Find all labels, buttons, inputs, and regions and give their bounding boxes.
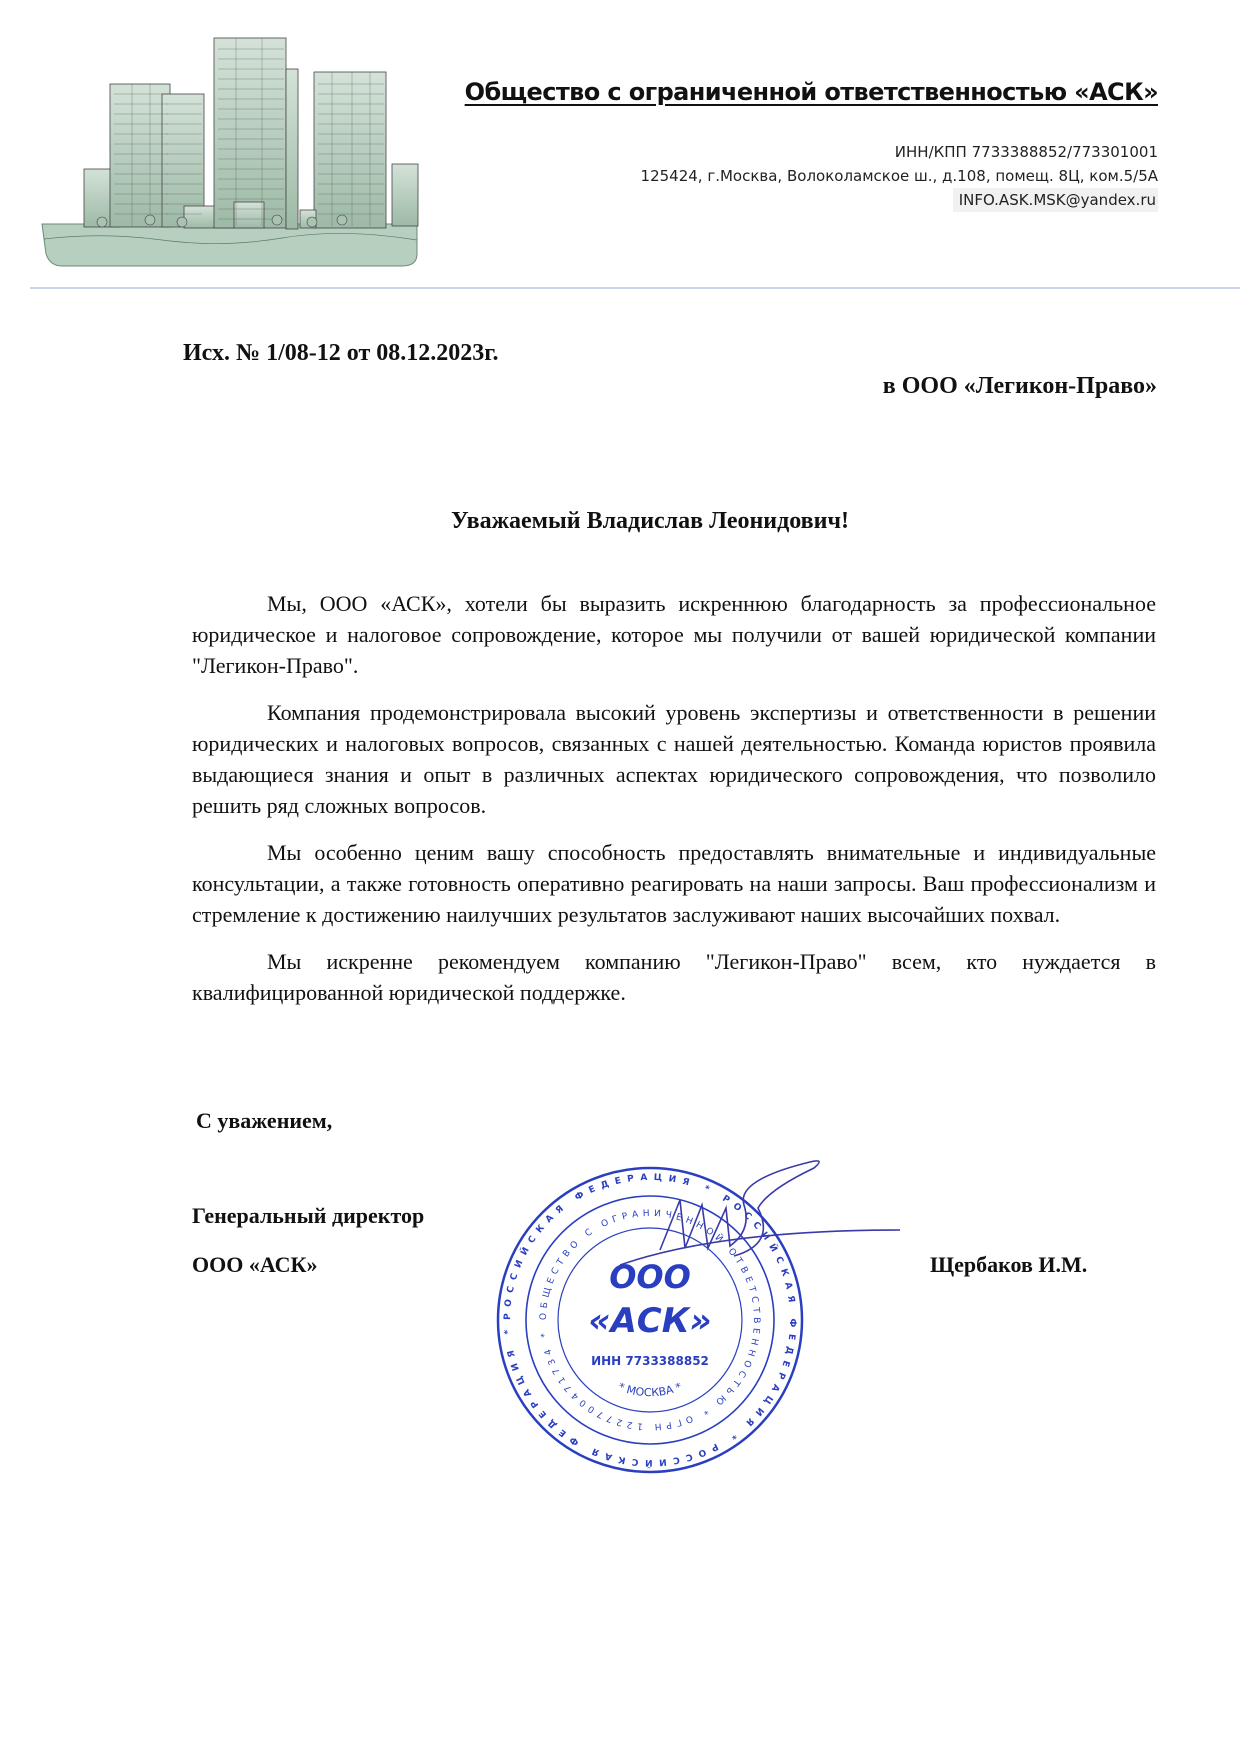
outgoing-reference: Исх. № 1/08-12 от 08.12.2023г. <box>183 340 499 366</box>
paragraph-1: Мы, ООО «АСК», хотели бы выразить искреннюю благодарность за профессиональное юридическое и налоговое сопровождение, которое мы получили от вашей юридической компании "Легикон-Право". <box>192 591 1156 678</box>
signer-name: Щербаков И.М. <box>930 1252 1088 1277</box>
stamp-inn: ИНН 7733388852 <box>591 1354 709 1368</box>
stamp-city: * МОСКВА * <box>616 1380 684 1400</box>
signature <box>600 1160 900 1270</box>
recipient: в ООО «Легикон-Право» <box>882 373 1157 399</box>
paragraph-4: Мы искренне рекомендуем компанию "Легикон-Право" всем, кто нуждается в квалифицированной юридической поддержке. <box>192 949 1156 1005</box>
signer-position: Генеральный директор <box>192 1203 425 1228</box>
stamp-outer-ring-text: РОССИЙСКАЯ ФЕДЕРАЦИЯ * РОССИЙСКАЯ ФЕДЕРАЦИЯ * РОССИЙСКАЯ ФЕДЕРАЦИЯ * <box>502 1172 798 1468</box>
signer-organization: ООО «АСК» <box>192 1252 318 1277</box>
stamp-center-line2: «АСК» <box>588 1301 712 1341</box>
company-name-heading: Общество с ограниченной ответственностью «АСК» <box>464 78 1158 106</box>
stamp-inner-ring-text: ОБЩЕСТВО С ОГРАНИЧЕННОЙ ОТВЕТСТВЕННОСТЬЮ * ОГРН 1227700471734 * <box>538 1208 762 1432</box>
inn-kpp: ИНН/КПП 7733388852/773301001 <box>894 143 1158 161</box>
greeting: Уважаемый Владислав Леонидович! <box>451 508 849 534</box>
header-separator <box>30 287 1240 289</box>
closing: С уважением, <box>196 1108 333 1133</box>
company-logo-buildings <box>22 14 442 272</box>
svg-text:* МОСКВА * <box>616 1380 684 1399</box>
company-address: 125424, г.Москва, Волоколамское ш., д.108, помещ. 8Ц, ком.5/5А <box>640 167 1158 185</box>
stamp-center-line1: ООО <box>609 1258 691 1296</box>
letter-body <box>192 588 1156 1024</box>
paragraph-3: Мы особенно ценим вашу способность предоставлять внимательные и индивидуальные консультации, а также готовность оперативно реагировать на наши запросы. Ваш профессионализм и стремление к достижению наилучших результатов заслуживают наших высочайших похвал. <box>192 840 1156 927</box>
company-email: INFO.ASK.MSK@yandex.ru <box>953 188 1158 212</box>
company-requisites <box>458 140 1158 212</box>
paragraph-2: Компания продемонстрировала высокий уровень экспертизы и ответственности в решении юридических и налоговых вопросов, связанных с нашей деятельностью. Команда юристов проявила выдающиеся знания и опыт в различных аспектах юридического сопровождения, что позволило решить ряд сложных вопросов. <box>192 700 1156 818</box>
